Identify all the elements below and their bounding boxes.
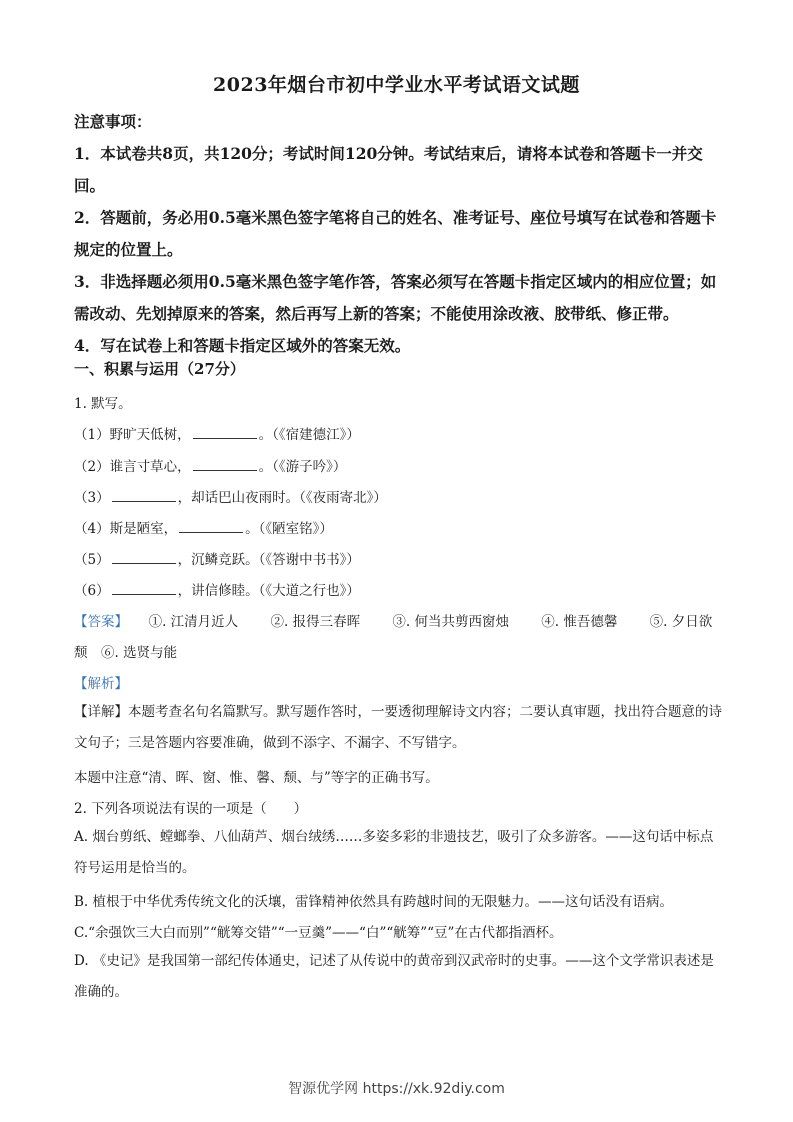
fill-line xyxy=(74,548,724,568)
option-b: B. 植根于中华优秀传统文化的沃壤，雷锋精神依然具有跨越时间的无限魅力。——这句话没有语病。 xyxy=(74,894,674,910)
fill-line xyxy=(74,517,724,537)
answer-line-cont: 颓 ⑥. 选贤与能 xyxy=(74,645,178,661)
answer-blank xyxy=(179,520,243,533)
notice-item: 3．非选择题必须用0.5毫米黑色签字笔作答，答案必须写在答题卡指定区域内的相应位置；如需改动、先划掉原来的答案，然后再写上新的答案；不能使用涂改液、胶带纸、修正带。 xyxy=(74,272,717,323)
notice-item: 1．本试卷共8页，共120分；考试时间120分钟。考试结束后，请将本试卷和答题卡一并交回。 xyxy=(74,144,703,195)
fill-pre: （6） xyxy=(74,583,110,599)
fill-pre: （1）野旷天低树， xyxy=(74,427,191,443)
exam-title: 2023年烟台市初中学业水平考试语文试题 xyxy=(213,74,580,96)
question-stem: 1. 默写。 xyxy=(74,396,132,412)
question-stem: 2. 下列各项说法有误的一项是（ ） xyxy=(74,801,308,817)
answer-item: ④. 惟吾德馨 xyxy=(541,614,618,630)
fill-pre: （2）谁言寸草心， xyxy=(74,459,191,475)
fill-line xyxy=(74,455,724,475)
fill-post: 。（《陋室铭》） xyxy=(245,521,333,537)
answer-item: ②. 报得三春晖 xyxy=(270,614,361,630)
notice-section xyxy=(74,106,724,362)
fill-post: ，讲信修睦。（《大道之行也》） xyxy=(177,583,360,599)
fill-pre: （3） xyxy=(74,490,110,506)
notice-item: 4．写在试卷上和答题卡指定区域外的答案无效。 xyxy=(74,336,411,355)
note-line: 本题中注意“清、晖、窗、惟、馨、颓、与”等字的正确书写。 xyxy=(74,770,439,786)
answer-line xyxy=(74,610,724,630)
answer-blank xyxy=(112,582,176,595)
fill-line xyxy=(74,486,724,506)
option-a: A. 烟台剪纸、螳螂拳、八仙葫芦、烟台绒绣……多姿多彩的非遗技艺，吸引了众多游客。——这句话中标点符号运用是恰当的。 xyxy=(74,829,714,876)
answer-blank xyxy=(193,458,257,471)
answer-blank xyxy=(112,489,176,502)
option-c: C.“余强饮三大白而别”“觥筹交错”“一豆羹”——“白”“觥筹”“豆”在古代都指酒杯。 xyxy=(74,925,563,941)
answer-item: ①. 江清月近人 xyxy=(148,614,239,630)
answer-item: ⑤. 夕日欲 xyxy=(649,614,713,630)
answer-item: ③. 何当共剪西窗烛 xyxy=(392,614,509,630)
detail-paragraph: 【详解】本题考查名句名篇默写。默写题作答时，一要透彻理解诗文内容；二要认真审题，找出符合题意的诗文句子；三是答题内容要准确，做到不添字、不漏字、不写错字。 xyxy=(74,704,722,751)
notice-item: 2．答题前，务必用0.5毫米黑色签字笔将自己的姓名、准考证号、座位号填写在试卷和答题卡规定的位置上。 xyxy=(74,208,717,259)
fill-pre: （5） xyxy=(74,552,110,568)
analysis-tag: 【解析】 xyxy=(74,676,128,692)
fill-post: 。（《宿建德江》） xyxy=(258,427,360,443)
footer-watermark: 智源优学网 https://xk.92diy.com xyxy=(288,1081,505,1097)
fill-line xyxy=(74,579,724,599)
fill-post: ，沉鳞竞跃。（《答谢中书书》） xyxy=(177,552,360,568)
fill-line xyxy=(74,423,724,443)
section-heading: 一、积累与运用（27分） xyxy=(74,360,245,378)
notice-heading: 注意事项： xyxy=(74,112,152,131)
answer-blank xyxy=(112,551,176,564)
option-d: D. 《史记》是我国第一部纪传体通史，记述了从传说中的黄帝到汉武帝时的史事。——这个文学常识表述是准确的。 xyxy=(74,953,714,1000)
answer-tag: 【答案】 xyxy=(74,614,128,630)
fill-post: ，却话巴山夜雨时。（《夜雨寄北》） xyxy=(177,490,387,506)
answer-blank xyxy=(193,426,257,439)
fill-pre: （4）斯是陋室， xyxy=(74,521,178,537)
fill-post: 。（《游子吟》） xyxy=(258,459,347,475)
